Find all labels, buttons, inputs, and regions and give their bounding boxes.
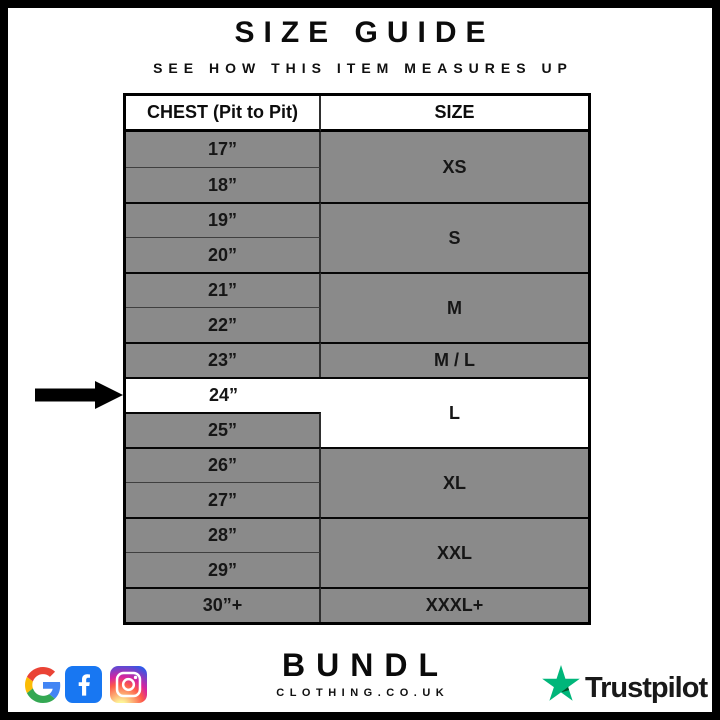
- trustpilot-logo: [542, 665, 707, 703]
- chest-cell-21: 21”: [126, 272, 321, 307]
- size-cell-xl: XL: [321, 447, 588, 517]
- size-cell-l-selected: L: [321, 377, 588, 447]
- size-table: [123, 93, 591, 625]
- size-cell-m-l: M / L: [321, 342, 588, 377]
- chest-cell-17: 17”: [126, 132, 321, 167]
- chest-cell-24-selected: 24”: [126, 377, 321, 412]
- chest-cell-20: 20”: [126, 237, 321, 272]
- brand-name: BUNDL: [282, 647, 449, 683]
- chest-cell-27: 27”: [126, 482, 321, 517]
- column-header-size: SIZE: [321, 96, 588, 132]
- chest-cell-30plus: 30”+: [126, 587, 321, 622]
- chest-cell-22: 22”: [126, 307, 321, 342]
- size-cell-m: M: [321, 272, 588, 342]
- chest-cell-23: 23”: [126, 342, 321, 377]
- size-cell-xxl: XXL: [321, 517, 588, 587]
- selected-size-arrow-icon: [35, 381, 123, 409]
- column-header-chest: CHEST (Pit to Pit): [126, 96, 321, 132]
- chest-cell-18: 18”: [126, 167, 321, 202]
- chest-cell-29: 29”: [126, 552, 321, 587]
- chest-cell-28: 28”: [126, 517, 321, 552]
- page-subtitle: SEE HOW THIS ITEM MEASURES UP: [153, 60, 573, 76]
- chest-cell-19: 19”: [126, 202, 321, 237]
- size-cell-s: S: [321, 202, 588, 272]
- trustpilot-wordmark: Trustpilot: [585, 672, 708, 704]
- chest-cell-25: 25”: [126, 412, 321, 447]
- page-title: SIZE GUIDE: [234, 16, 495, 49]
- brand-domain: CLOTHING.CO.UK: [276, 687, 450, 699]
- size-cell-xs: XS: [321, 132, 588, 202]
- trustpilot-star-icon: [542, 665, 580, 701]
- chest-cell-26: 26”: [126, 447, 321, 482]
- size-cell-xxxl-plus: XXXL+: [321, 587, 588, 622]
